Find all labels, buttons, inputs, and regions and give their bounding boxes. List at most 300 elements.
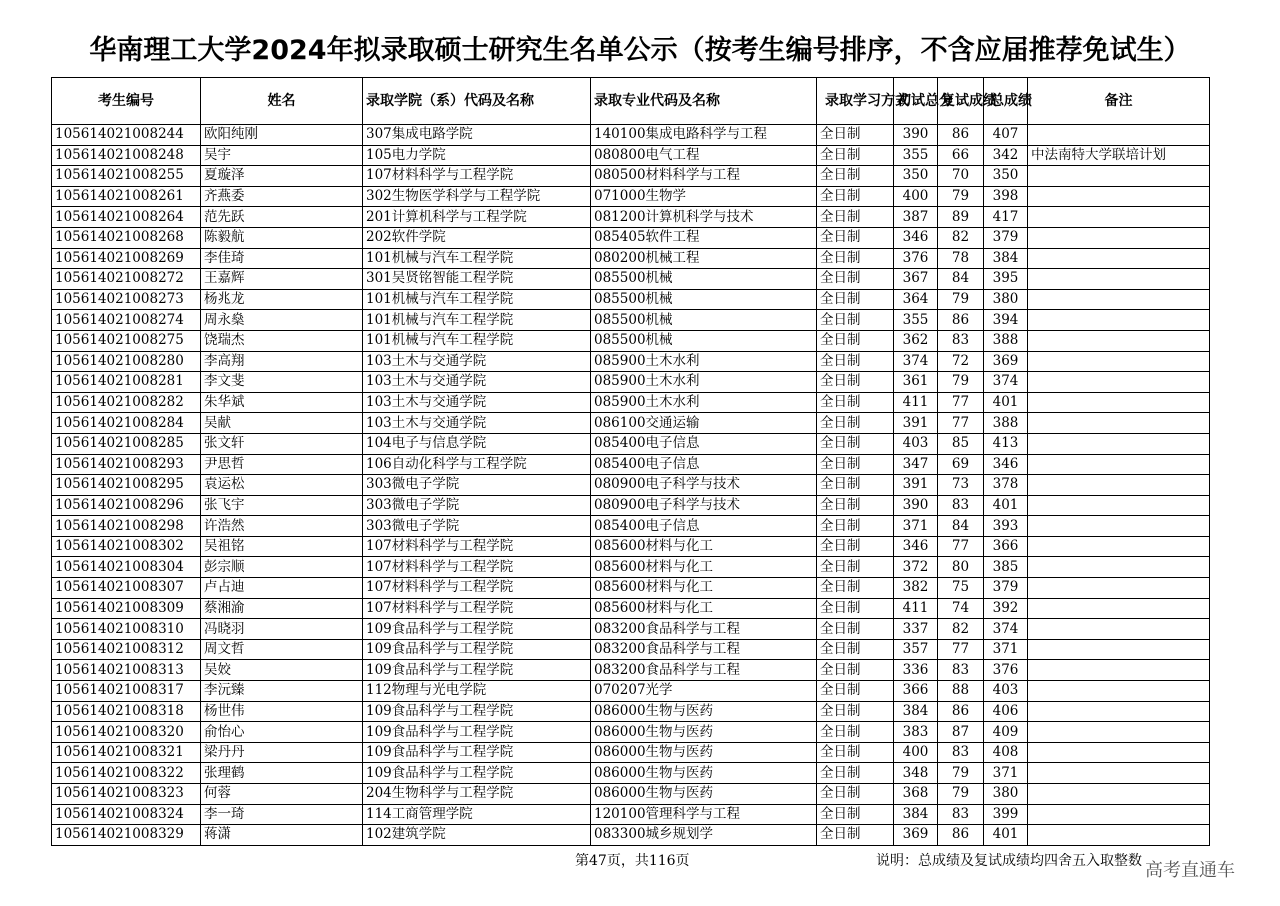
cell-retest: 83 (938, 660, 984, 681)
cell-note (1028, 413, 1210, 434)
cell-mode: 全日制 (817, 578, 894, 599)
cell-total: 376 (984, 660, 1028, 681)
cell-total: 350 (984, 166, 1028, 187)
table-row (52, 289, 1210, 310)
cell-name: 夏璇泽 (201, 166, 363, 187)
header-college: 录取学院（系）代码及名称 (363, 78, 591, 125)
table-row (52, 227, 1210, 248)
cell-mode: 全日制 (817, 125, 894, 146)
cell-id: 105614021008321 (52, 742, 201, 763)
cell-name: 何蓉 (201, 784, 363, 805)
table-row (52, 248, 1210, 269)
header-note: 备注 (1028, 78, 1210, 125)
cell-name: 蔡湘渝 (201, 598, 363, 619)
cell-prelim: 383 (894, 722, 938, 743)
cell-prelim: 403 (894, 433, 938, 454)
cell-name: 张文轩 (201, 433, 363, 454)
cell-total: 369 (984, 351, 1028, 372)
cell-retest: 80 (938, 557, 984, 578)
cell-name: 彭宗顺 (201, 557, 363, 578)
cell-retest: 79 (938, 289, 984, 310)
cell-college: 112物理与光电学院 (363, 681, 591, 702)
cell-name: 尹思哲 (201, 454, 363, 475)
cell-major: 085900土木水利 (591, 392, 817, 413)
cell-name: 吴祖铭 (201, 536, 363, 557)
cell-name: 饶瑞杰 (201, 330, 363, 351)
table-row (52, 310, 1210, 331)
cell-total: 374 (984, 372, 1028, 393)
cell-total: 379 (984, 227, 1028, 248)
cell-prelim: 368 (894, 784, 938, 805)
cell-note (1028, 557, 1210, 578)
cell-id: 105614021008307 (52, 578, 201, 599)
cell-retest: 79 (938, 763, 984, 784)
cell-college: 104电子与信息学院 (363, 433, 591, 454)
cell-major: 085600材料与化工 (591, 557, 817, 578)
cell-college: 103土木与交通学院 (363, 392, 591, 413)
cell-name: 张理鹤 (201, 763, 363, 784)
cell-college: 204生物科学与工程学院 (363, 784, 591, 805)
cell-retest: 83 (938, 495, 984, 516)
cell-mode: 全日制 (817, 227, 894, 248)
cell-total: 384 (984, 248, 1028, 269)
cell-major: 080900电子科学与技术 (591, 475, 817, 496)
cell-prelim: 391 (894, 413, 938, 434)
table-row (52, 784, 1210, 805)
cell-note: 中法南特大学联培计划 (1028, 145, 1210, 166)
cell-mode: 全日制 (817, 557, 894, 578)
table-row (52, 433, 1210, 454)
cell-prelim: 411 (894, 392, 938, 413)
cell-name: 齐燕委 (201, 186, 363, 207)
cell-mode: 全日制 (817, 248, 894, 269)
cell-prelim: 382 (894, 578, 938, 599)
header-retest: 复试成绩 (938, 78, 984, 125)
cell-mode: 全日制 (817, 475, 894, 496)
cell-retest: 79 (938, 372, 984, 393)
cell-total: 394 (984, 310, 1028, 331)
cell-id: 105614021008272 (52, 269, 201, 290)
cell-major: 083200食品科学与工程 (591, 639, 817, 660)
cell-mode: 全日制 (817, 639, 894, 660)
cell-mode: 全日制 (817, 825, 894, 846)
cell-major: 085600材料与化工 (591, 578, 817, 599)
table-row (52, 392, 1210, 413)
cell-retest: 83 (938, 742, 984, 763)
cell-retest: 74 (938, 598, 984, 619)
cell-major: 081200计算机科学与技术 (591, 207, 817, 228)
cell-retest: 73 (938, 475, 984, 496)
cell-retest: 77 (938, 392, 984, 413)
cell-note (1028, 722, 1210, 743)
page-number: 第47页，共116页 (575, 853, 690, 869)
cell-mode: 全日制 (817, 722, 894, 743)
cell-note (1028, 784, 1210, 805)
cell-mode: 全日制 (817, 516, 894, 537)
cell-major: 080900电子科学与技术 (591, 495, 817, 516)
cell-id: 105614021008284 (52, 413, 201, 434)
cell-note (1028, 186, 1210, 207)
cell-prelim: 347 (894, 454, 938, 475)
cell-prelim: 390 (894, 495, 938, 516)
cell-id: 105614021008269 (52, 248, 201, 269)
cell-prelim: 376 (894, 248, 938, 269)
cell-college: 106自动化科学与工程学院 (363, 454, 591, 475)
cell-mode: 全日制 (817, 413, 894, 434)
cell-id: 105614021008295 (52, 475, 201, 496)
cell-note (1028, 804, 1210, 825)
cell-college: 105电力学院 (363, 145, 591, 166)
cell-mode: 全日制 (817, 598, 894, 619)
cell-prelim: 348 (894, 763, 938, 784)
table-row (52, 763, 1210, 784)
admission-table (51, 77, 1210, 846)
cell-mode: 全日制 (817, 166, 894, 187)
cell-prelim: 384 (894, 804, 938, 825)
cell-name: 周永燊 (201, 310, 363, 331)
cell-note (1028, 536, 1210, 557)
cell-id: 105614021008323 (52, 784, 201, 805)
cell-prelim: 350 (894, 166, 938, 187)
cell-id: 105614021008293 (52, 454, 201, 475)
cell-college: 101机械与汽车工程学院 (363, 330, 591, 351)
cell-college: 102建筑学院 (363, 825, 591, 846)
cell-note (1028, 269, 1210, 290)
table-row (52, 804, 1210, 825)
cell-name: 吴姣 (201, 660, 363, 681)
table-row (52, 475, 1210, 496)
cell-mode: 全日制 (817, 330, 894, 351)
cell-note (1028, 619, 1210, 640)
cell-mode: 全日制 (817, 351, 894, 372)
cell-retest: 75 (938, 578, 984, 599)
cell-total: 371 (984, 639, 1028, 660)
cell-major: 120100管理科学与工程 (591, 804, 817, 825)
cell-name: 欧阳纯刚 (201, 125, 363, 146)
cell-retest: 88 (938, 681, 984, 702)
cell-name: 蒋潇 (201, 825, 363, 846)
cell-mode: 全日制 (817, 392, 894, 413)
table-row (52, 186, 1210, 207)
cell-note (1028, 701, 1210, 722)
cell-college: 107材料科学与工程学院 (363, 578, 591, 599)
cell-note (1028, 310, 1210, 331)
cell-major: 083200食品科学与工程 (591, 660, 817, 681)
cell-major: 085400电子信息 (591, 516, 817, 537)
header-id: 考生编号 (52, 78, 201, 125)
header-prelim: 初试总分 (894, 78, 938, 125)
cell-college: 103土木与交通学院 (363, 351, 591, 372)
cell-name: 李文斐 (201, 372, 363, 393)
cell-college: 101机械与汽车工程学院 (363, 289, 591, 310)
cell-college: 202软件学院 (363, 227, 591, 248)
cell-mode: 全日制 (817, 310, 894, 331)
cell-major: 086000生物与医药 (591, 742, 817, 763)
cell-total: 406 (984, 701, 1028, 722)
cell-total: 388 (984, 413, 1028, 434)
cell-total: 342 (984, 145, 1028, 166)
cell-college: 107材料科学与工程学院 (363, 598, 591, 619)
cell-major: 085600材料与化工 (591, 598, 817, 619)
cell-college: 114工商管理学院 (363, 804, 591, 825)
cell-prelim: 362 (894, 330, 938, 351)
cell-id: 105614021008320 (52, 722, 201, 743)
cell-total: 407 (984, 125, 1028, 146)
cell-major: 085500机械 (591, 269, 817, 290)
cell-note (1028, 825, 1210, 846)
cell-mode: 全日制 (817, 145, 894, 166)
table-row (52, 660, 1210, 681)
cell-college: 107材料科学与工程学院 (363, 557, 591, 578)
cell-name: 周文哲 (201, 639, 363, 660)
cell-note (1028, 433, 1210, 454)
cell-id: 105614021008310 (52, 619, 201, 640)
cell-major: 086000生物与医药 (591, 701, 817, 722)
cell-note (1028, 742, 1210, 763)
cell-total: 401 (984, 495, 1028, 516)
cell-retest: 77 (938, 536, 984, 557)
cell-total: 408 (984, 742, 1028, 763)
cell-prelim: 336 (894, 660, 938, 681)
table-row (52, 742, 1210, 763)
table-row (52, 330, 1210, 351)
cell-retest: 78 (938, 248, 984, 269)
cell-name: 杨兆龙 (201, 289, 363, 310)
cell-college: 302生物医学科学与工程学院 (363, 186, 591, 207)
table-row (52, 454, 1210, 475)
cell-retest: 84 (938, 516, 984, 537)
cell-id: 105614021008298 (52, 516, 201, 537)
cell-total: 392 (984, 598, 1028, 619)
cell-note (1028, 598, 1210, 619)
cell-id: 105614021008244 (52, 125, 201, 146)
cell-id: 105614021008302 (52, 536, 201, 557)
cell-college: 109食品科学与工程学院 (363, 701, 591, 722)
cell-retest: 86 (938, 310, 984, 331)
cell-retest: 86 (938, 125, 984, 146)
watermark-text: 高考直通车 (1145, 860, 1235, 881)
cell-major: 140100集成电路科学与工程 (591, 125, 817, 146)
cell-name: 袁运松 (201, 475, 363, 496)
cell-prelim: 355 (894, 145, 938, 166)
cell-name: 陈毅航 (201, 227, 363, 248)
table-row (52, 619, 1210, 640)
cell-retest: 79 (938, 784, 984, 805)
cell-note (1028, 248, 1210, 269)
cell-id: 105614021008285 (52, 433, 201, 454)
header-mode: 录取学习方式 (817, 78, 894, 125)
cell-name: 杨世伟 (201, 701, 363, 722)
cell-total: 395 (984, 269, 1028, 290)
cell-total: 346 (984, 454, 1028, 475)
cell-total: 393 (984, 516, 1028, 537)
cell-mode: 全日制 (817, 701, 894, 722)
table-row (52, 825, 1210, 846)
cell-name: 朱华斌 (201, 392, 363, 413)
table-row (52, 639, 1210, 660)
cell-name: 李佳琦 (201, 248, 363, 269)
cell-note (1028, 454, 1210, 475)
cell-note (1028, 289, 1210, 310)
cell-college: 109食品科学与工程学院 (363, 619, 591, 640)
cell-note (1028, 578, 1210, 599)
cell-major: 083200食品科学与工程 (591, 619, 817, 640)
cell-retest: 66 (938, 145, 984, 166)
cell-id: 105614021008280 (52, 351, 201, 372)
cell-total: 380 (984, 784, 1028, 805)
cell-name: 李高翔 (201, 351, 363, 372)
table-row (52, 722, 1210, 743)
cell-prelim: 364 (894, 289, 938, 310)
cell-retest: 82 (938, 619, 984, 640)
cell-mode: 全日制 (817, 207, 894, 228)
cell-id: 105614021008274 (52, 310, 201, 331)
cell-college: 303微电子学院 (363, 516, 591, 537)
cell-total: 380 (984, 289, 1028, 310)
cell-note (1028, 660, 1210, 681)
cell-note (1028, 392, 1210, 413)
cell-retest: 83 (938, 330, 984, 351)
cell-major: 085900土木水利 (591, 351, 817, 372)
table-body (52, 125, 1210, 846)
cell-major: 085400电子信息 (591, 433, 817, 454)
cell-prelim: 374 (894, 351, 938, 372)
cell-name: 吴献 (201, 413, 363, 434)
cell-retest: 69 (938, 454, 984, 475)
cell-college: 201计算机科学与工程学院 (363, 207, 591, 228)
cell-id: 105614021008322 (52, 763, 201, 784)
cell-major: 086000生物与医药 (591, 784, 817, 805)
cell-id: 105614021008281 (52, 372, 201, 393)
cell-retest: 77 (938, 639, 984, 660)
cell-major: 080200机械工程 (591, 248, 817, 269)
cell-total: 379 (984, 578, 1028, 599)
table-row (52, 166, 1210, 187)
cell-name: 张飞宇 (201, 495, 363, 516)
cell-id: 105614021008317 (52, 681, 201, 702)
cell-prelim: 400 (894, 742, 938, 763)
cell-retest: 86 (938, 825, 984, 846)
cell-prelim: 400 (894, 186, 938, 207)
cell-note (1028, 207, 1210, 228)
cell-college: 103土木与交通学院 (363, 372, 591, 393)
cell-major: 080800电气工程 (591, 145, 817, 166)
cell-mode: 全日制 (817, 433, 894, 454)
cell-mode: 全日制 (817, 681, 894, 702)
cell-total: 413 (984, 433, 1028, 454)
table-row (52, 413, 1210, 434)
cell-note (1028, 681, 1210, 702)
cell-major: 085400电子信息 (591, 454, 817, 475)
cell-total: 417 (984, 207, 1028, 228)
cell-college: 101机械与汽车工程学院 (363, 310, 591, 331)
cell-mode: 全日制 (817, 186, 894, 207)
cell-prelim: 346 (894, 227, 938, 248)
cell-id: 105614021008268 (52, 227, 201, 248)
page-title: 华南理工大学2024年拟录取硕士研究生名单公示（按考生编号排序，不含应届推荐免试生） (89, 35, 1191, 66)
cell-name: 冯晓羽 (201, 619, 363, 640)
cell-mode: 全日制 (817, 495, 894, 516)
cell-retest: 82 (938, 227, 984, 248)
cell-major: 086000生物与医药 (591, 763, 817, 784)
cell-id: 105614021008324 (52, 804, 201, 825)
table-row (52, 145, 1210, 166)
table-row (52, 578, 1210, 599)
cell-prelim: 384 (894, 701, 938, 722)
cell-total: 401 (984, 825, 1028, 846)
cell-note (1028, 763, 1210, 784)
cell-retest: 83 (938, 804, 984, 825)
footer-note: 说明：总成绩及复试成绩均四舍五入取整数 (876, 853, 1142, 869)
table-row (52, 701, 1210, 722)
table-row (52, 516, 1210, 537)
cell-mode: 全日制 (817, 763, 894, 784)
cell-total: 371 (984, 763, 1028, 784)
cell-total: 401 (984, 392, 1028, 413)
cell-retest: 87 (938, 722, 984, 743)
cell-retest: 72 (938, 351, 984, 372)
cell-college: 109食品科学与工程学院 (363, 722, 591, 743)
cell-note (1028, 227, 1210, 248)
cell-mode: 全日制 (817, 619, 894, 640)
cell-id: 105614021008275 (52, 330, 201, 351)
cell-major: 080500材料科学与工程 (591, 166, 817, 187)
cell-retest: 77 (938, 413, 984, 434)
cell-college: 107材料科学与工程学院 (363, 536, 591, 557)
cell-college: 107材料科学与工程学院 (363, 166, 591, 187)
cell-total: 385 (984, 557, 1028, 578)
table-row (52, 681, 1210, 702)
cell-prelim: 355 (894, 310, 938, 331)
cell-id: 105614021008255 (52, 166, 201, 187)
table-row (52, 598, 1210, 619)
cell-mode: 全日制 (817, 784, 894, 805)
cell-mode: 全日制 (817, 536, 894, 557)
cell-total: 398 (984, 186, 1028, 207)
cell-major: 085500机械 (591, 289, 817, 310)
cell-major: 070207光学 (591, 681, 817, 702)
cell-note (1028, 495, 1210, 516)
cell-id: 105614021008304 (52, 557, 201, 578)
header-name: 姓名 (201, 78, 363, 125)
cell-major: 085405软件工程 (591, 227, 817, 248)
cell-note (1028, 372, 1210, 393)
cell-prelim: 369 (894, 825, 938, 846)
cell-name: 范先跃 (201, 207, 363, 228)
cell-major: 086000生物与医药 (591, 722, 817, 743)
cell-mode: 全日制 (817, 372, 894, 393)
cell-college: 109食品科学与工程学院 (363, 763, 591, 784)
cell-note (1028, 125, 1210, 146)
table-row (52, 125, 1210, 146)
cell-mode: 全日制 (817, 804, 894, 825)
cell-note (1028, 351, 1210, 372)
cell-name: 李一琦 (201, 804, 363, 825)
cell-major: 085900土木水利 (591, 372, 817, 393)
cell-college: 307集成电路学院 (363, 125, 591, 146)
cell-retest: 79 (938, 186, 984, 207)
cell-total: 403 (984, 681, 1028, 702)
cell-id: 105614021008313 (52, 660, 201, 681)
table-header-row (52, 78, 1210, 125)
cell-prelim: 391 (894, 475, 938, 496)
cell-college: 109食品科学与工程学院 (363, 742, 591, 763)
cell-name: 俞怡心 (201, 722, 363, 743)
cell-mode: 全日制 (817, 742, 894, 763)
cell-prelim: 361 (894, 372, 938, 393)
cell-retest: 70 (938, 166, 984, 187)
table-row (52, 536, 1210, 557)
